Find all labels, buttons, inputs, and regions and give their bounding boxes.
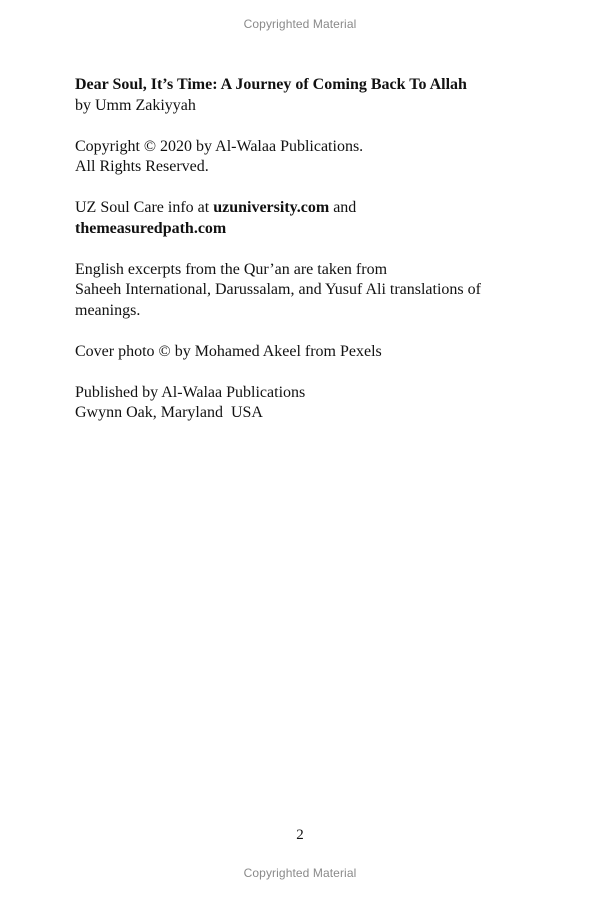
rights-line: All Rights Reserved. (75, 158, 209, 175)
quran-note-line-3: meanings. (75, 301, 141, 319)
cover-photo-credit: Cover photo © by Mohamed Akeel from Pexels (75, 342, 382, 360)
quran-note-line-2: Saheeh International, Darussalam, and Yusuf Ali translations of (75, 281, 481, 298)
copyright-page-content (75, 75, 545, 424)
publisher-location: Gwynn Oak, Maryland USA (75, 404, 263, 421)
publisher-line: Published by Al-Walaa Publications (75, 383, 306, 401)
watermark-top: Copyrighted Material (243, 17, 357, 31)
book-title: Dear Soul, It’s Time: A Journey of Coming Back To Allah (75, 76, 467, 93)
info-prefix: UZ Soul Care info at (75, 199, 214, 216)
website-link-themeasuredpath: themeasuredpath.com (75, 219, 227, 237)
watermark-bottom: Copyrighted Material (243, 866, 357, 880)
info-line (75, 198, 545, 219)
author-line: by Umm Zakiyyah (75, 96, 196, 114)
info-connector: and (329, 199, 357, 216)
website-link-uzuniversity: uzuniversity.com (213, 199, 330, 216)
copyright-line: Copyright © 2020 by Al-Walaa Publications. (75, 137, 364, 155)
page-number: 2 (296, 827, 304, 843)
quran-note-line-1: English excerpts from the Qur’an are taken from (75, 260, 388, 278)
